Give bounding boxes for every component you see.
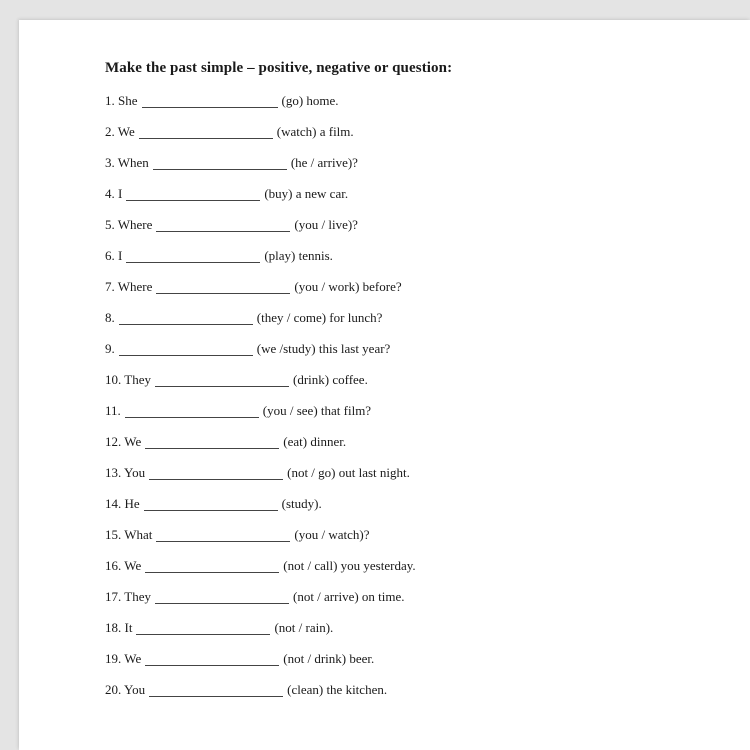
exercise-list bbox=[105, 93, 416, 713]
item-suffix: (go) home. bbox=[281, 93, 339, 108]
item-prefix: 6. I bbox=[105, 248, 123, 263]
answer-blank[interactable] bbox=[136, 620, 270, 635]
item-prefix: 17. They bbox=[105, 589, 151, 604]
answer-blank[interactable] bbox=[156, 217, 290, 232]
item-prefix: 3. When bbox=[105, 155, 149, 170]
answer-blank[interactable] bbox=[119, 310, 253, 325]
item-suffix: (watch) a film. bbox=[276, 124, 354, 139]
exercise-item bbox=[105, 155, 416, 186]
exercise-item bbox=[105, 651, 416, 682]
item-prefix: 4. I bbox=[105, 186, 123, 201]
item-prefix: 1. She bbox=[105, 93, 138, 108]
item-prefix: 8. bbox=[105, 310, 115, 325]
item-suffix: (buy) a new car. bbox=[264, 186, 349, 201]
item-prefix: 18. It bbox=[105, 620, 133, 635]
item-suffix: (he / arrive)? bbox=[290, 155, 358, 170]
item-prefix: 2. We bbox=[105, 124, 135, 139]
item-prefix: 9. bbox=[105, 341, 115, 356]
answer-blank[interactable] bbox=[145, 558, 279, 573]
exercise-item bbox=[105, 403, 416, 434]
answer-blank[interactable] bbox=[142, 93, 278, 108]
exercise-item bbox=[105, 465, 416, 496]
answer-blank[interactable] bbox=[145, 651, 279, 666]
item-suffix: (not / arrive) on time. bbox=[292, 589, 405, 604]
exercise-item bbox=[105, 186, 416, 217]
exercise-item bbox=[105, 93, 416, 124]
item-prefix: 11. bbox=[105, 403, 121, 418]
item-suffix: (not / rain). bbox=[274, 620, 334, 635]
exercise-item bbox=[105, 279, 416, 310]
answer-blank[interactable] bbox=[156, 527, 290, 542]
item-suffix: (drink) coffee. bbox=[292, 372, 368, 387]
exercise-item bbox=[105, 682, 416, 713]
exercise-item bbox=[105, 527, 416, 558]
exercise-item bbox=[105, 124, 416, 155]
answer-blank[interactable] bbox=[139, 124, 273, 139]
exercise-item bbox=[105, 589, 416, 620]
exercise-item bbox=[105, 217, 416, 248]
item-suffix: (you / work) before? bbox=[294, 279, 402, 294]
answer-blank[interactable] bbox=[149, 465, 283, 480]
exercise-item bbox=[105, 496, 416, 527]
answer-blank[interactable] bbox=[126, 248, 260, 263]
item-prefix: 5. Where bbox=[105, 217, 153, 232]
item-suffix: (play) tennis. bbox=[264, 248, 333, 263]
item-prefix: 19. We bbox=[105, 651, 142, 666]
item-suffix: (they / come) for lunch? bbox=[256, 310, 383, 325]
answer-blank[interactable] bbox=[156, 279, 290, 294]
exercise-item bbox=[105, 434, 416, 465]
answer-blank[interactable] bbox=[155, 589, 289, 604]
answer-blank[interactable] bbox=[144, 496, 278, 511]
answer-blank[interactable] bbox=[155, 372, 289, 387]
item-suffix: (not / call) you yesterday. bbox=[283, 558, 416, 573]
item-suffix: (clean) the kitchen. bbox=[287, 682, 388, 697]
exercise-item bbox=[105, 620, 416, 651]
exercise-item bbox=[105, 341, 416, 372]
answer-blank[interactable] bbox=[125, 403, 259, 418]
item-prefix: 14. He bbox=[105, 496, 140, 511]
exercise-item bbox=[105, 372, 416, 403]
item-suffix: (you / live)? bbox=[294, 217, 358, 232]
item-suffix: (not / go) out last night. bbox=[287, 465, 410, 480]
item-prefix: 20. You bbox=[105, 682, 146, 697]
item-suffix: (eat) dinner. bbox=[283, 434, 347, 449]
item-suffix: (not / drink) beer. bbox=[283, 651, 375, 666]
item-prefix: 7. Where bbox=[105, 279, 153, 294]
item-suffix: (you / watch)? bbox=[294, 527, 370, 542]
item-suffix: (we /study) this last year? bbox=[256, 341, 391, 356]
answer-blank[interactable] bbox=[119, 341, 253, 356]
worksheet-content bbox=[19, 20, 750, 750]
answer-blank[interactable] bbox=[126, 186, 260, 201]
exercise-item bbox=[105, 558, 416, 589]
exercise-item bbox=[105, 248, 416, 279]
item-prefix: 13. You bbox=[105, 465, 146, 480]
worksheet-title: Make the past simple – positive, negative or question: bbox=[105, 60, 453, 76]
item-prefix: 16. We bbox=[105, 558, 142, 573]
exercise-item bbox=[105, 310, 416, 341]
answer-blank[interactable] bbox=[145, 434, 279, 449]
worksheet-page bbox=[19, 20, 750, 750]
answer-blank[interactable] bbox=[153, 155, 287, 170]
item-prefix: 10. They bbox=[105, 372, 151, 387]
answer-blank[interactable] bbox=[149, 682, 283, 697]
item-prefix: 12. We bbox=[105, 434, 142, 449]
item-suffix: (study). bbox=[281, 496, 322, 511]
item-prefix: 15. What bbox=[105, 527, 153, 542]
item-suffix: (you / see) that film? bbox=[262, 403, 372, 418]
